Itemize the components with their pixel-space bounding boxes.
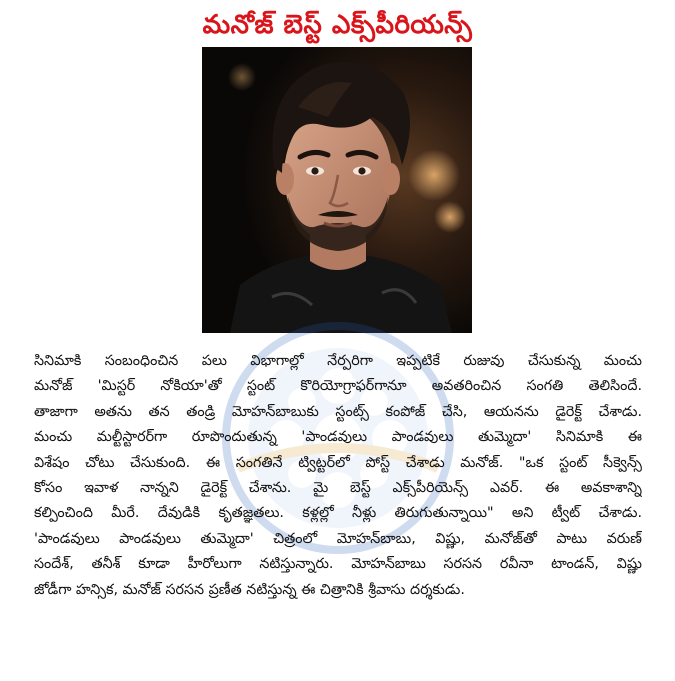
article-line-3: తాజాగా అతను తన తండ్రి మోహన్‌బాబుకు స్టంట్స్ కంపోజ్ చేసి, ఆయనను డైరెక్ట్ చేశాడు. [34,403,642,420]
article-headline: మనోజ్ బెస్ట్ ఎక్స్‌పీరియన్స్ [202,10,473,40]
article-line-10: జోడీగా హన్సిక, మనోజ్ సరసన ప్రణీత నటిస్తున్న ఈ చిత్రానికి శ్రీవాసు దర్శకుడు. [34,581,465,598]
portrait-photo [202,47,472,333]
article-line-4: మంచు మల్టీస్టారర్‌గా రూపొందుతున్న 'పాండవులు పాండవులు తుమ్మెదా' సినిమాకి ఈ [34,429,642,446]
article-line-9: సందేశ్, తనీశ్ కూడా హీరోలుగా నటిస్తున్నారు. మోహన్‌బాబు సరసన రవీనా టాండన్, విష్ణు [34,556,642,573]
article-line-6: కోసం ఇవాళ నాన్నని డైరెక్ట్ చేశాను. మై బెస్ట్ ఎక్స్‌పీరియెన్స్ ఎవర్. ఈ అవకాశాన్ని [34,480,642,497]
article-line-8: 'పాండవులు పాండవులు తుమ్మెదా' చిత్రంలో మోహన్‌బాబు, విష్ణు, మనోజ్‌తో పాటు వరుణ్ [34,530,642,547]
article-line-1: సినిమాకి సంబంధించిన పలు విభాగాల్లో నేర్పరిగా ఇప్పటికే రుజువు చేసుకున్న మంచు [34,353,642,369]
article-body [34,349,642,603]
portrait-photo-icon [202,47,472,333]
article-line-2: మనోజ్ 'మిస్టర్ నోకియా'తో స్టంట్ కొరియోగ్రాఫర్‌గానూ అవతరించిన సంగతి తెలిసిందే. [34,378,642,395]
article-line-7: కల్పించింది మీరే. దేవుడికి కృతజ్ఞతలు. కళ్లల్లో నీళ్లు తిరుగుతున్నాయి" అని ట్వీట్ చేశాడు. [34,505,642,522]
article-line-5: విశేషం చోటు చేసుకుంది. ఈ సంగతినే ట్విట్టర్‌లో పోస్ట్ చేశాడు మనోజ్. "ఒక స్టంట్ సీక్వెన్స్ [34,454,642,471]
